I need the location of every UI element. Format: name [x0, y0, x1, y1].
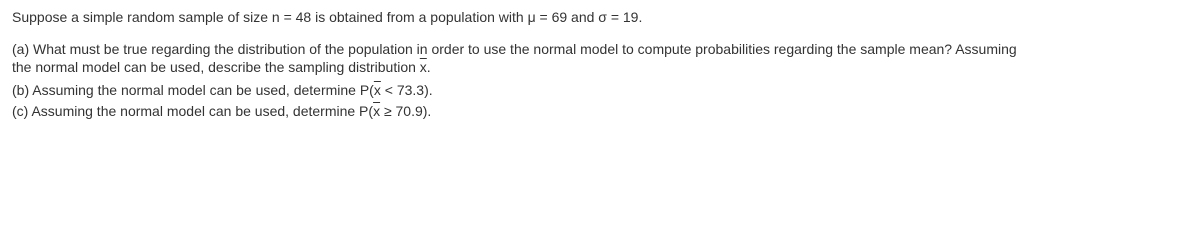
x-bar-symbol: $\overline{x}$: [419, 59, 427, 75]
x-bar-symbol: $\overline{x}$: [373, 103, 381, 119]
part-b-suffix: < 73.3).: [380, 82, 433, 98]
part-c-prefix: (c) Assuming the normal model can be used, determine P(: [12, 103, 374, 119]
part-a-line-2: [12, 58, 431, 76]
part-b-prefix: (b) Assuming the normal model can be used, determine P(: [12, 82, 374, 98]
x-bar-symbol: $\overline{x}$: [373, 82, 381, 98]
part-c-suffix: ≥ 70.9).: [380, 103, 432, 119]
problem-intro: Suppose a simple random sample of size n = 48 is obtained from a population with μ = 69 and σ = 19.: [12, 9, 643, 25]
part-a-line-2-prefix: the normal model can be used, describe the sampling distribution: [12, 59, 420, 75]
part-a-line-2-suffix: .: [426, 59, 431, 75]
part-c: [12, 102, 431, 120]
part-b: [12, 81, 433, 99]
part-a-line-1: (a) What must be true regarding the distribution of the population in order to use the normal model to compute probabilities regarding the sample mean? Assuming: [12, 41, 1017, 57]
